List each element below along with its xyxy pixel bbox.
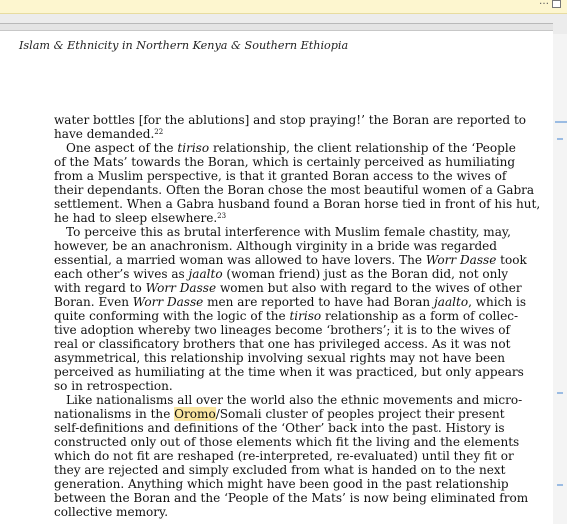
text-segment: /Somali cluster of peoples project their present <box>215 407 505 421</box>
text-line <box>54 169 507 183</box>
text-segment: water bottles [for the ablutions] and stop praying!’ the Boran are reported to <box>54 113 527 127</box>
text-segment: generation. Anything which might have been good in the past relationship <box>54 477 509 491</box>
text-segment: Worr Dasse <box>425 253 497 267</box>
text-segment: asymmetrical, this relationship involving sexual rights may not have been <box>54 351 505 365</box>
text-segment: tive adoption whereby two lineages become ‘brothers’; it is to the wives of <box>54 323 511 337</box>
page-top-edge <box>0 23 553 31</box>
text-line <box>54 127 495 141</box>
text-segment: nationalisms in the <box>54 407 175 421</box>
text-line <box>54 477 509 491</box>
text-segment: essential, a married woman was allowed to have lovers. The <box>54 253 426 267</box>
text-line <box>54 141 516 155</box>
footnote-ref[interactable]: 23 <box>217 212 227 220</box>
annotation-marker[interactable] <box>557 392 563 394</box>
text-segment: collective memory. <box>54 505 169 519</box>
text-segment: relationship, the client relationship of the ‘People <box>209 141 516 155</box>
text-segment: each other’s wives as <box>54 267 189 281</box>
running-head: Islam & Ethnicity in Northern Kenya & Southern Ethiopia <box>19 39 349 52</box>
text-line <box>54 491 529 505</box>
text-segment: have demanded. <box>54 127 155 141</box>
text-segment: so in retrospection. <box>54 379 173 393</box>
text-segment: however, be an anachronism. Although virginity in a bride was regarded <box>54 239 498 253</box>
text-line <box>54 239 498 253</box>
text-line <box>54 365 524 379</box>
text-segment: jaalto <box>188 267 223 281</box>
text-segment: jaalto <box>434 295 469 309</box>
text-segment: One aspect of the <box>54 141 178 155</box>
text-segment: Worr Dasse <box>132 295 204 309</box>
text-line <box>54 379 495 393</box>
notification-bar <box>0 0 567 14</box>
text-segment: they are rejected and simply excluded from what is handed on to the next <box>54 463 506 477</box>
text-line <box>54 295 527 309</box>
text-segment: self-definitions and definitions of the ‘Other’ back into the past. History is <box>54 421 505 435</box>
text-segment: Boran. Even <box>54 295 133 309</box>
text-line <box>54 253 527 267</box>
text-segment: Worr Dasse <box>145 281 217 295</box>
text-line <box>54 337 511 351</box>
annotation-marker[interactable] <box>557 484 563 486</box>
text-segment: men are reported to have had Boran <box>203 295 435 309</box>
text-segment: relationship as a form of collec- <box>321 309 519 323</box>
text-line <box>54 393 523 407</box>
text-line <box>54 267 509 281</box>
annotation-marker[interactable] <box>557 138 563 140</box>
highlighted-word: Oromo <box>174 407 216 421</box>
text-line <box>54 407 505 421</box>
text-line <box>54 183 535 197</box>
text-line <box>54 421 505 435</box>
text-line <box>54 225 511 239</box>
toolbar-control-text: … <box>539 0 549 7</box>
text-segment: he had to sleep elsewhere. <box>54 211 218 225</box>
text-segment: real or classificatory brothers that one has privileged access. As it was not <box>54 337 511 351</box>
text-segment: perceived as humiliating at the time when it was practiced, but only appears <box>54 365 524 379</box>
text-line <box>54 323 511 337</box>
text-segment: with regard to <box>54 281 146 295</box>
text-segment: between the Boran and the ‘People of the Mats’ is now being eliminated from <box>54 491 529 505</box>
text-line <box>54 113 527 127</box>
text-segment: took <box>496 253 527 267</box>
text-segment: which do not fit are reshaped (re-interpreted, re-evaluated) until they fit or <box>54 449 514 463</box>
text-line <box>54 211 495 225</box>
text-segment: from a Muslim perspective, is that it granted Boran access to the wives of <box>54 169 507 183</box>
footnote-ref[interactable]: 22 <box>154 128 164 136</box>
text-segment: tiriso <box>177 141 210 155</box>
text-segment: of the Mats’ towards the Boran, which is certainly perceived as humiliating <box>54 155 516 169</box>
text-line <box>54 197 541 211</box>
text-segment: constructed only out of those elements which fit the living and the elements <box>54 435 520 449</box>
text-segment: quite conforming with the logic of the <box>54 309 290 323</box>
text-segment: tiriso <box>289 309 322 323</box>
text-line <box>54 505 495 519</box>
text-line <box>54 281 522 295</box>
text-segment: , which is <box>468 295 527 309</box>
text-segment: their dependants. Often the Boran chose the most beautiful women of a Gabra <box>54 183 535 197</box>
text-segment: Like nationalisms all over the world also the ethnic movements and micro- <box>54 393 523 407</box>
text-line <box>54 435 520 449</box>
text-segment: To perceive this as brutal interference with Muslim female chastity, may, <box>54 225 511 239</box>
text-segment: settlement. When a Gabra husband found a Boran horse tied in front of his hut, <box>54 197 541 211</box>
text-segment: (woman friend) just as the Boran did, not only <box>222 267 509 281</box>
toolbar-checkbox-icon[interactable] <box>552 0 561 8</box>
text-line <box>54 351 505 365</box>
text-line <box>54 449 514 463</box>
text-line <box>54 155 516 169</box>
text-segment: women but also with regard to the wives of other <box>216 281 522 295</box>
annotation-marker[interactable] <box>555 121 567 123</box>
text-line <box>54 309 519 323</box>
text-line <box>54 463 506 477</box>
